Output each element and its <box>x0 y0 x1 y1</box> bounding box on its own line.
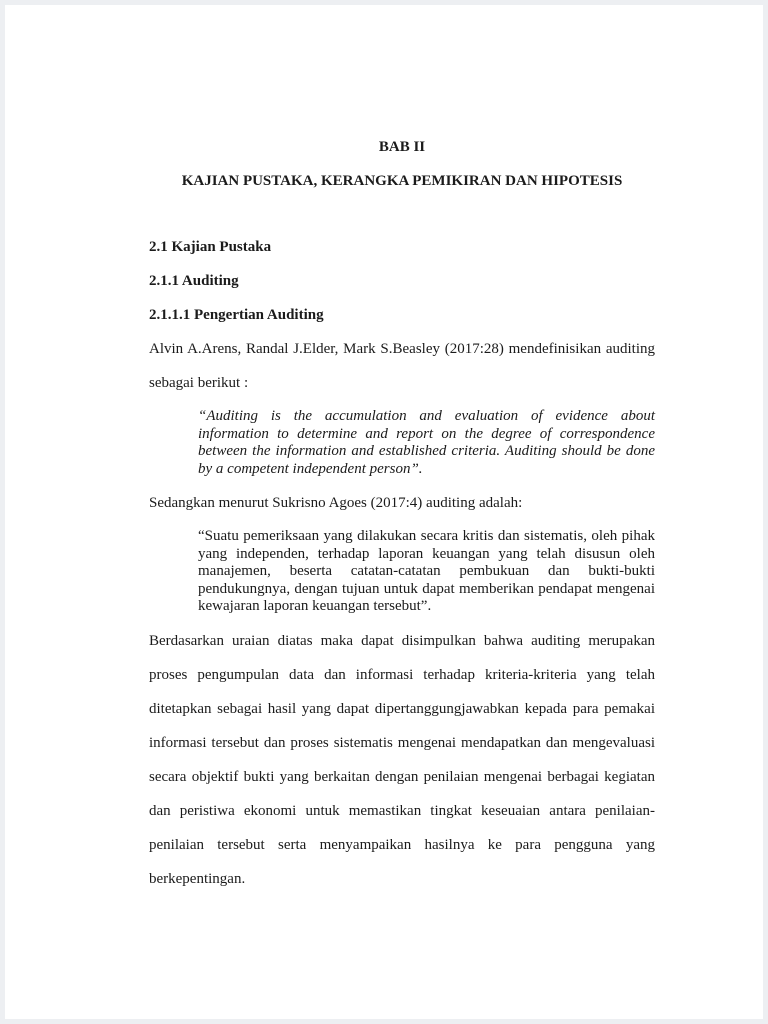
heading-auditing: 2.1.1 Auditing <box>149 273 239 289</box>
heading-pengertian-auditing: 2.1.1.1 Pengertian Auditing <box>149 307 324 323</box>
chapter-title: BAB II <box>378 139 426 155</box>
chapter-subtitle: KAJIAN PUSTAKA, KERANGKA PEMIKIRAN DAN HIPOTESIS <box>181 173 623 189</box>
heading-kajian-pustaka: 2.1 Kajian Pustaka <box>149 239 272 255</box>
document-page <box>5 5 763 1019</box>
blockquote-sukrisno: “Suatu pemeriksaan yang dilakukan secara kritis dan sistematis, oleh pihak yang independen, terhadap laporan keuangan yang telah disusun oleh manajemen, beserta catatan-catatan pembukuan dan bukti-bukti pendukungnya, dengan tujuan untuk dapat memberikan pendapat mengenai kewajaran laporan keuangan tersebut”. <box>198 528 655 614</box>
paragraph-conclusion: Berdasarkan uraian diatas maka dapat disimpulkan bahwa auditing merupakan proses pengumpulan data dan informasi terhadap kriteria-kriteria yang telah ditetapkan sebagai hasil yang dapat dipertanggungjawabkan kepada para pemakai informasi tersebut dan proses sistematis mengenai mendapatkan dan mengevaluasi secara objektif bukti yang berkaitan dengan penilaian mengenai berbagai kegiatan dan peristiwa ekonomi untuk memastikan tingkat keseuaian antara penilaian-penilaian tersebut serta menyampaikan hasilnya ke para pengguna yang berkepentingan. <box>149 632 655 887</box>
paragraph-arens-definition: Alvin A.Arens, Randal J.Elder, Mark S.Beasley (2017:28) mendefinisikan auditing sebagai berikut : <box>149 341 655 391</box>
blockquote-arens-english: “Auditing is the accumulation and evaluation of evidence about information to determine and report on the degree of correspondence between the information and established criteria. Auditing should be done by a competent independent person”. <box>198 408 655 477</box>
paragraph-sukrisno-intro: Sedangkan menurut Sukrisno Agoes (2017:4) auditing adalah: <box>149 495 523 511</box>
